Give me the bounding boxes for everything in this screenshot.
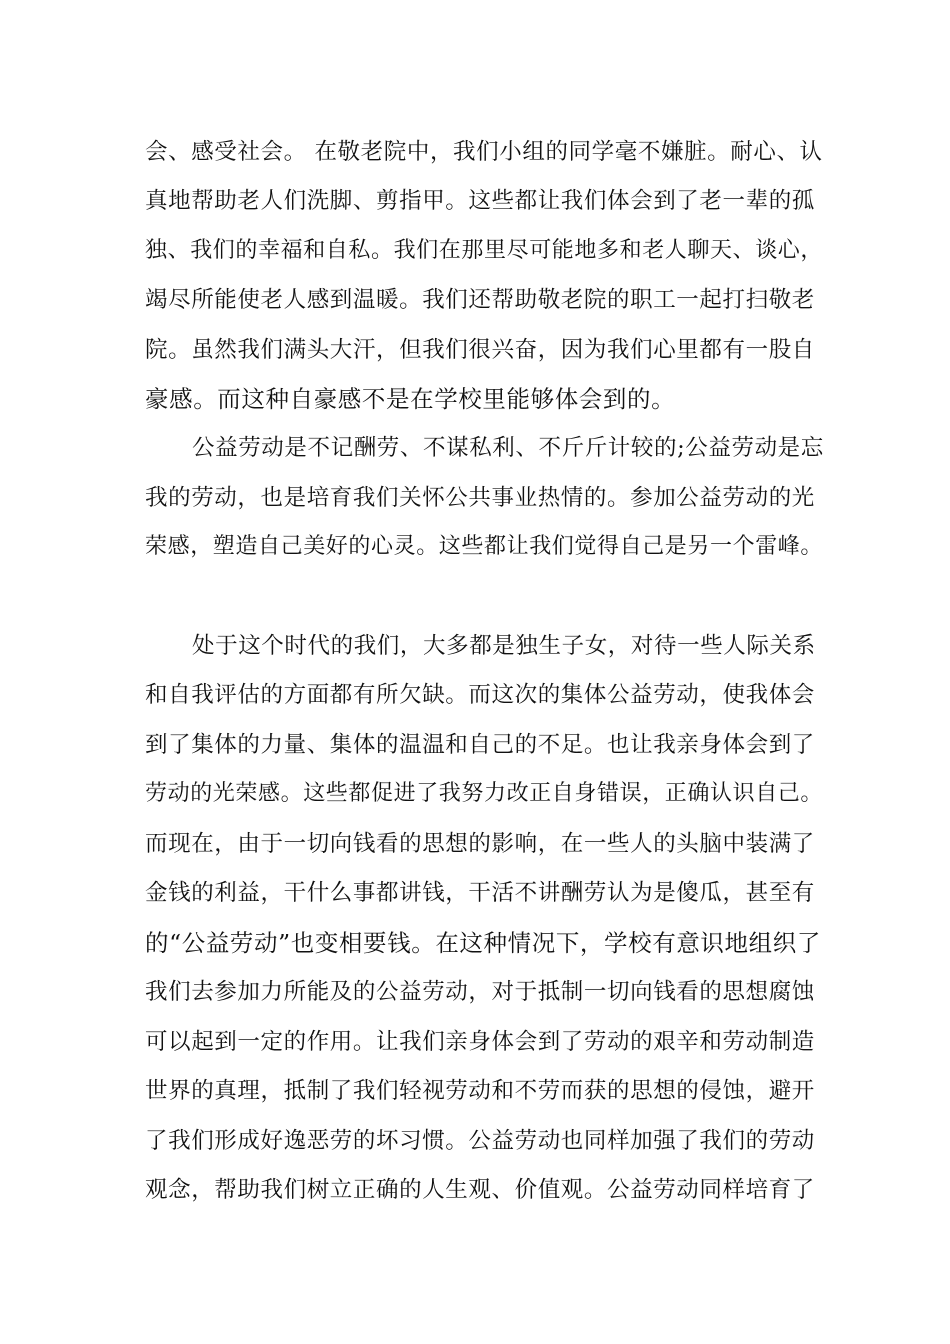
paragraph-3-line-2: 和自我评估的方面都有所欠缺。而这次的集体公益劳动，使我体会 — [145, 682, 815, 708]
paragraph-2-line-1: 公益劳动是不记酬劳、不谋私利、不斤斤计较的;公益劳动是忘 — [192, 435, 824, 461]
paragraph-3-line-4: 劳动的光荣感。这些都促进了我努力改正自身错误，正确认识自己。 — [145, 781, 824, 806]
paragraph-3-line-8: 我们去参加力所能及的公益劳动，对于抵制一切向钱看的思想腐蚀 — [145, 979, 815, 1005]
paragraph-1-line-4: 竭尽所能使老人感到温暖。我们还帮助敬老院的职工一起打扫敬老 — [145, 287, 815, 313]
paragraph-1-line-2: 真地帮助老人们洗脚、剪指甲。这些都让我们体会到了老一辈的孤 — [145, 188, 815, 214]
paragraph-2-line-2: 我的劳动，也是培育我们关怀公共事业热情的。参加公益劳动的光 — [145, 485, 815, 511]
paragraph-3-line-1: 处于这个时代的我们，大多都是独生子女，对待一些人际关系 — [192, 633, 816, 659]
paragraph-2-line-3: 荣感，塑造自己美好的心灵。这些都让我们觉得自己是另一个雷峰。 — [145, 534, 824, 559]
paragraph-3-line-11: 了我们形成好逸恶劳的坏习惯。公益劳动也同样加强了我们的劳动 — [145, 1128, 815, 1154]
paragraph-1-line-3: 独、我们的幸福和自私。我们在那里尽可能地多和老人聊天、谈心， — [145, 238, 824, 263]
paragraph-1-line-5: 院。虽然我们满头大汗，但我们很兴奋，因为我们心里都有一股自 — [145, 337, 815, 363]
paragraph-3-line-7: 的“公益劳动”也变相要钱。在这种情况下，学校有意识地组织了 — [145, 929, 821, 957]
paragraph-1-line-1: 会、感受社会。 在敬老院中，我们小组的同学毫不嫌脏。耐心、认 — [145, 139, 823, 165]
paragraph-3-line-9: 可以起到一定的作用。让我们亲身体会到了劳动的艰辛和劳动制造 — [145, 1029, 815, 1055]
paragraph-3-line-10: 世界的真理，抵制了我们轻视劳动和不劳而获的思想的侵蚀，避开 — [145, 1078, 815, 1104]
paragraph-3-line-6: 金钱的利益，干什么事都讲钱，干活不讲酬劳认为是傻瓜，甚至有 — [145, 880, 815, 906]
paragraph-1-line-6: 豪感。而这种自豪感不是在学校里能够体会到的。 — [145, 385, 676, 413]
paragraph-3-line-5: 而现在，由于一切向钱看的思想的影响，在一些人的头脑中装满了 — [145, 831, 815, 857]
paragraph-3-line-3: 到了集体的力量、集体的温温和自己的不足。也让我亲身体会到了 — [145, 732, 815, 758]
paragraph-3-line-12: 观念，帮助我们树立正确的人生观、价值观。公益劳动同样培育了 — [145, 1177, 815, 1203]
